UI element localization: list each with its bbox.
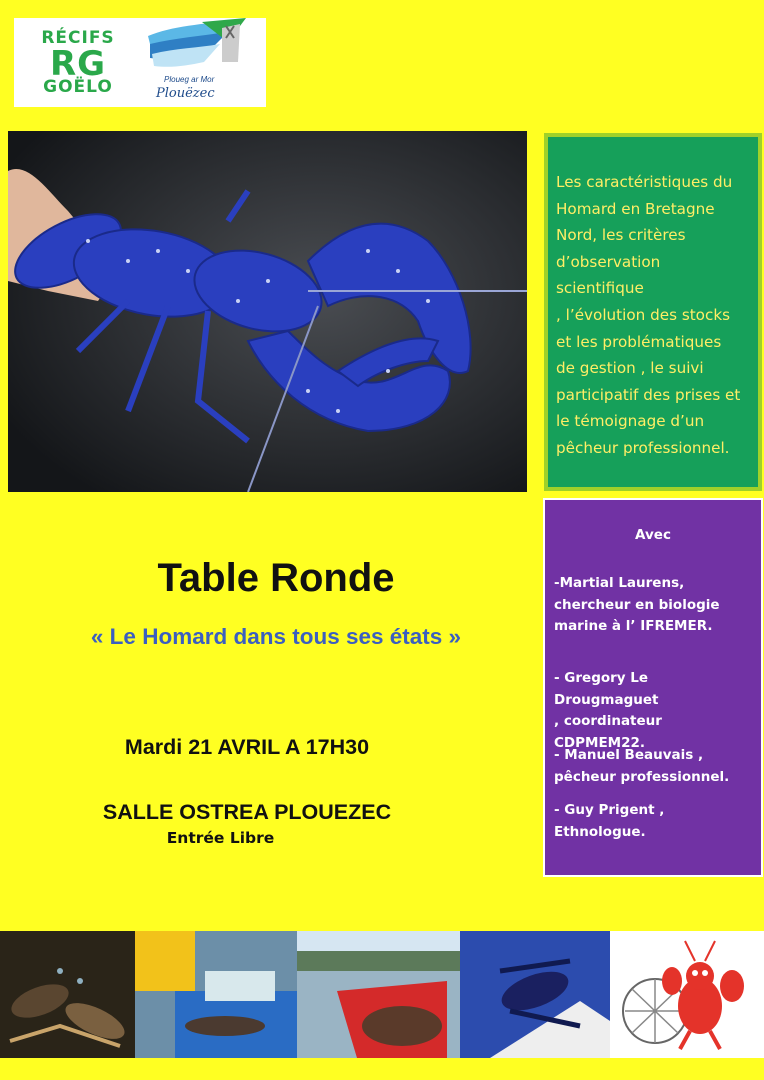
event-title: Table Ronde bbox=[157, 556, 395, 600]
guests-box bbox=[543, 498, 763, 877]
cartoon-lobster-trap-drawing bbox=[610, 931, 764, 1058]
logo-text-rg: RG bbox=[49, 43, 107, 84]
photo-strip bbox=[0, 931, 764, 1058]
event-venue: SALLE OSTREA PLOUEZEC bbox=[102, 800, 392, 824]
logo-text-recifs: RÉCIFS bbox=[41, 27, 115, 48]
event-entry: Entrée Libre bbox=[166, 829, 275, 847]
plouezec-logo bbox=[142, 18, 254, 107]
fisherman-measuring-photo bbox=[135, 931, 297, 1058]
recifs-goelo-logo bbox=[14, 18, 142, 107]
lobsters-underwater-photo bbox=[0, 931, 135, 1058]
guest-item-laurens: -Martial Laurens, chercheur en biologie marine à l’ IFREMER. bbox=[554, 575, 720, 634]
guest-item-prigent: - Guy Prigent , Ethnologue. bbox=[554, 802, 665, 840]
blue-lobster-on-cloth-photo bbox=[460, 931, 610, 1058]
logo-text-goelo: GOËLO bbox=[43, 76, 113, 97]
harbor-boat-catch-photo bbox=[297, 931, 460, 1058]
logo-text-ploueg: Ploueg ar Mor bbox=[164, 75, 215, 84]
intro-box bbox=[544, 133, 762, 491]
guests-heading: Avec bbox=[635, 527, 671, 543]
lobster-illustration bbox=[8, 131, 527, 492]
event-subtitle: « Le Homard dans tous ses états » bbox=[90, 624, 462, 649]
logo-text-plouezec: Plouëzec bbox=[156, 86, 215, 101]
logo-banner bbox=[14, 18, 266, 107]
guest-item-le-drougmaguet: - Gregory Le Drougmaguet , coordinateur CDPMEM22. bbox=[554, 670, 662, 751]
blue-lobster-photo bbox=[8, 131, 527, 492]
event-date: Mardi 21 AVRIL A 17H30 bbox=[124, 735, 370, 759]
guest-item-beauvais: - Manuel Beauvais , pêcheur professionnel. bbox=[554, 747, 730, 785]
intro-text: Les caractéristiques du Homard en Bretagne Nord, les critères d’observation scientifique , l’évolution des stocks et les problématiques de gestion , le suivi participatif des prises et le témoignage d’un pêcheur professionnel. bbox=[556, 173, 741, 457]
